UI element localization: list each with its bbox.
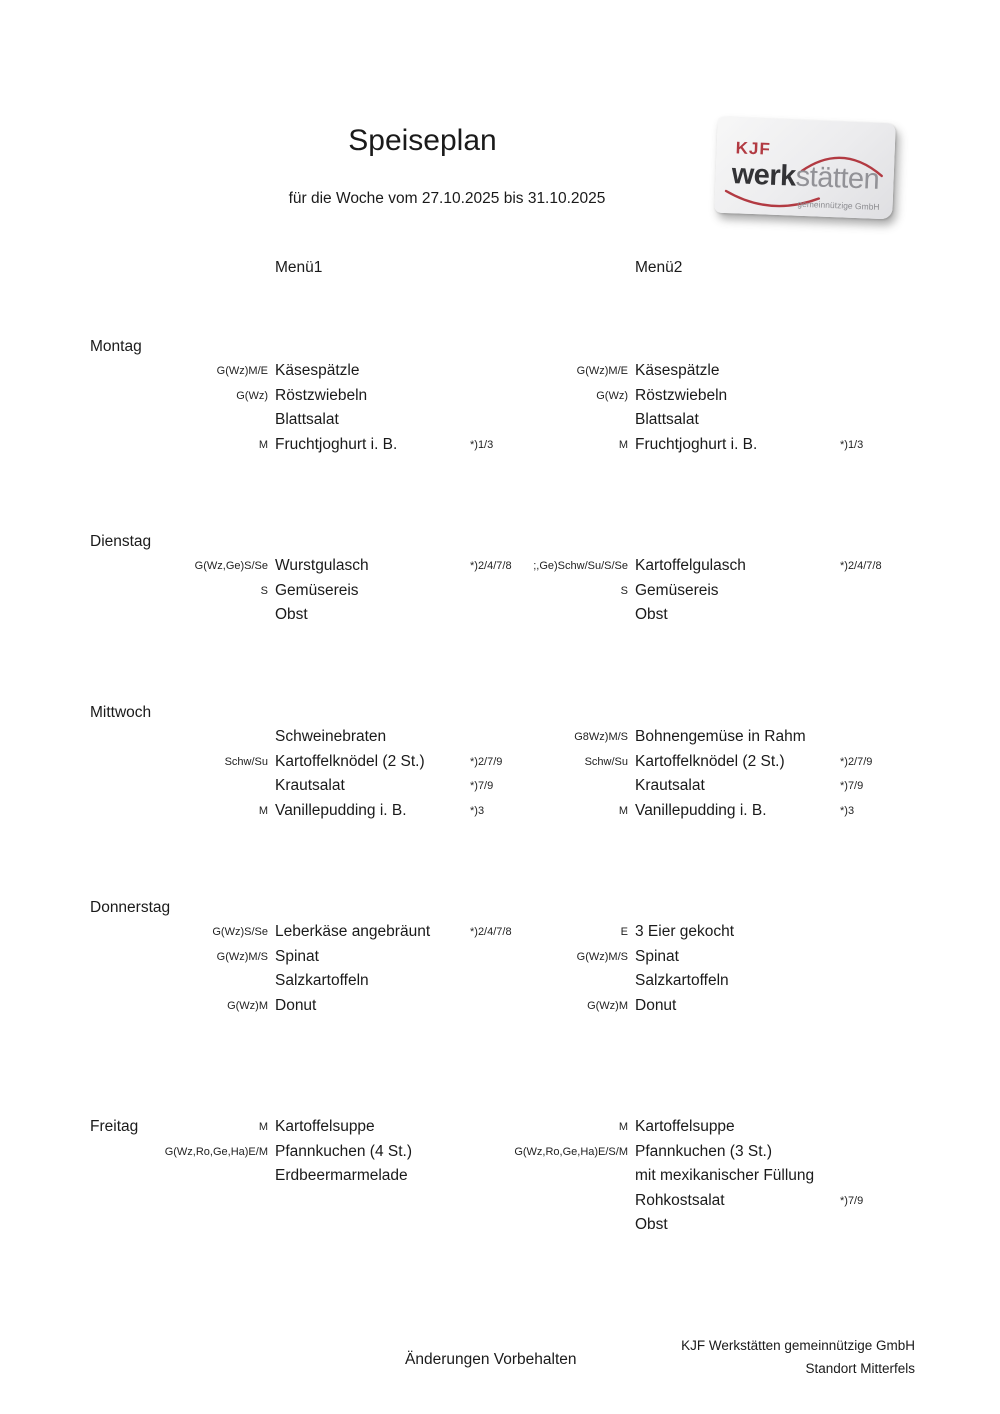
menu2-header: Menü2 bbox=[635, 259, 683, 276]
allergen-code: M bbox=[618, 438, 628, 451]
allergen-code: S bbox=[260, 584, 268, 597]
allergen-code: S bbox=[620, 584, 628, 597]
allergen-code: G(Wz) bbox=[596, 389, 628, 402]
dish-name: Gemüsereis bbox=[275, 581, 359, 599]
dish-name: Blattsalat bbox=[275, 411, 339, 428]
dish-name: Wurstgulasch bbox=[275, 557, 369, 574]
menu-item-row bbox=[0, 799, 1000, 824]
dish-name: Pfannkuchen (4 St.) bbox=[275, 1142, 412, 1160]
allergen-code: M bbox=[618, 1121, 628, 1133]
allergen-code: Schw/Su bbox=[584, 755, 628, 768]
dish-name: Donut bbox=[635, 996, 677, 1014]
menu-item-row bbox=[0, 920, 1000, 945]
dish-name: Erdbeermarmelade bbox=[275, 1167, 408, 1184]
allergen-code: G(Wz)S/Se bbox=[212, 926, 268, 938]
day-label-mittwoch: Mittwoch bbox=[90, 704, 152, 721]
dish-name: Rohkostsalat bbox=[635, 1191, 725, 1209]
dish-name: Spinat bbox=[275, 947, 319, 965]
menu-item-row bbox=[0, 359, 1000, 384]
mittwoch-menu2 bbox=[0, 725, 1000, 823]
dish-name: Kartoffelgulasch bbox=[635, 557, 746, 574]
allergen-code: M bbox=[258, 438, 268, 451]
logo-kjf-text: KJF bbox=[735, 138, 772, 159]
logo-staetten-text: stätten bbox=[795, 160, 880, 196]
day-label-freitag: Freitag bbox=[90, 1118, 139, 1135]
menu-item-row bbox=[0, 1189, 1000, 1214]
menu-item-row bbox=[0, 408, 1000, 433]
allergen-code: G(Wz)M bbox=[227, 999, 268, 1012]
additive-note: *)2/4/7/8 bbox=[470, 926, 512, 938]
dish-name: Spinat bbox=[635, 947, 679, 965]
menu-item-row bbox=[0, 750, 1000, 775]
dish-name: Kartoffelsuppe bbox=[275, 1118, 375, 1135]
additive-note: *)2/4/7/8 bbox=[470, 560, 512, 572]
menu-item-row bbox=[0, 384, 1000, 409]
montag-menu2 bbox=[0, 359, 1000, 457]
dish-name: Salzkartoffeln bbox=[275, 972, 369, 989]
dish-name: Vanillepudding i. B. bbox=[275, 801, 407, 819]
dish-name: Röstzwiebeln bbox=[275, 386, 368, 404]
dish-name: Fruchtjoghurt i. B. bbox=[275, 435, 398, 453]
menu-item-row bbox=[0, 433, 1000, 458]
dish-name: Obst bbox=[635, 606, 668, 623]
dish-name: 3 Eier gekocht bbox=[635, 923, 735, 940]
additive-note: *)1/3 bbox=[840, 438, 864, 451]
dish-name: Pfannkuchen (3 St.) bbox=[635, 1142, 772, 1160]
allergen-code: G(Wz)M bbox=[587, 999, 628, 1012]
additive-note: *)1/3 bbox=[470, 438, 494, 451]
menu-item-row bbox=[0, 969, 1000, 994]
dish-name: Kartoffelknödel (2 St.) bbox=[275, 752, 425, 770]
additive-note: *)7/9 bbox=[840, 1194, 864, 1207]
kjf-logo bbox=[714, 117, 896, 220]
dienstag-menu2 bbox=[0, 554, 1000, 628]
dish-name: Salzkartoffeln bbox=[635, 972, 729, 989]
additive-note: *)3 bbox=[470, 804, 485, 817]
dish-name: Kartoffelknödel (2 St.) bbox=[635, 752, 785, 770]
allergen-code: E bbox=[620, 926, 628, 938]
allergen-code: G(Wz,Ro,Ge,Ha)E/S/M bbox=[514, 1145, 628, 1158]
logo-werkstaetten-text bbox=[731, 158, 880, 197]
allergen-code: G(Wz)M/E bbox=[216, 365, 268, 377]
allergen-code: G8Wz)M/S bbox=[574, 731, 628, 743]
dish-name: Obst bbox=[275, 606, 308, 623]
menu-item-row bbox=[0, 1164, 1000, 1189]
page-title: Speiseplan bbox=[348, 124, 497, 157]
company-location: Standort Mitterfels bbox=[805, 1361, 915, 1376]
dish-name: Käsespätzle bbox=[635, 362, 720, 379]
dish-name: mit mexikanischer Füllung bbox=[635, 1167, 815, 1184]
allergen-code: M bbox=[618, 804, 628, 817]
allergen-code: G(Wz,Ro,Ge,Ha)E/M bbox=[164, 1145, 268, 1158]
menu-item-row bbox=[0, 725, 1000, 750]
additive-note: *)2/7/9 bbox=[840, 755, 873, 768]
dish-name: Donut bbox=[275, 996, 317, 1014]
dish-name: Bohnengemüse in Rahm bbox=[635, 728, 806, 745]
dish-name: Vanillepudding i. B. bbox=[635, 801, 767, 819]
changes-reserved-note: Änderungen Vorbehalten bbox=[405, 1351, 577, 1368]
menu-item-row bbox=[0, 1213, 1000, 1238]
allergen-code: ;,Ge)Schw/Su/S/Se bbox=[533, 560, 628, 572]
menu-item-row bbox=[0, 579, 1000, 604]
dish-name: Leberkäse angebräunt bbox=[275, 923, 431, 940]
day-label-donnerstag: Donnerstag bbox=[90, 899, 171, 916]
dish-name: Fruchtjoghurt i. B. bbox=[635, 435, 758, 453]
allergen-code: M bbox=[258, 804, 268, 817]
menu1-header: Menü1 bbox=[275, 259, 323, 276]
dish-name: Schweinebraten bbox=[275, 728, 387, 745]
dish-name: Käsespätzle bbox=[275, 362, 360, 379]
allergen-code: G(Wz)M/S bbox=[576, 950, 628, 963]
allergen-code: Schw/Su bbox=[224, 755, 268, 768]
day-label-montag: Montag bbox=[90, 338, 142, 355]
donnerstag-menu2 bbox=[0, 920, 1000, 1018]
allergen-code: G(Wz)M/S bbox=[216, 950, 268, 963]
dish-name: Blattsalat bbox=[635, 411, 699, 428]
additive-note: *)2/7/9 bbox=[470, 755, 503, 768]
allergen-code: G(Wz,Ge)S/Se bbox=[194, 560, 268, 572]
week-range: für die Woche vom 27.10.2025 bis 31.10.2025 bbox=[288, 190, 606, 207]
additive-note: *)7/9 bbox=[470, 780, 494, 792]
dish-name: Obst bbox=[635, 1216, 668, 1233]
dish-name: Krautsalat bbox=[275, 777, 345, 794]
allergen-code: G(Wz)M/E bbox=[576, 365, 628, 377]
menu-item-row bbox=[0, 1115, 1000, 1140]
menu-item-row bbox=[0, 945, 1000, 970]
menu-item-row bbox=[0, 774, 1000, 799]
dish-name: Kartoffelsuppe bbox=[635, 1118, 735, 1135]
freitag-menu2 bbox=[0, 1115, 1000, 1238]
dish-name: Krautsalat bbox=[635, 777, 705, 794]
company-footer bbox=[600, 1334, 915, 1380]
additive-note: *)3 bbox=[840, 804, 855, 817]
logo-werk-text: werk bbox=[731, 158, 797, 193]
allergen-code: M bbox=[258, 1121, 268, 1133]
additive-note: *)7/9 bbox=[840, 780, 864, 792]
menu-item-row bbox=[0, 603, 1000, 628]
menu-item-row bbox=[0, 554, 1000, 579]
allergen-code: G(Wz) bbox=[236, 389, 268, 402]
logo-subline: gemeinnützige GmbH bbox=[797, 198, 880, 212]
dish-name: Gemüsereis bbox=[635, 581, 719, 599]
company-name: KJF Werkstätten gemeinnützige GmbH bbox=[681, 1338, 915, 1353]
day-label-dienstag: Dienstag bbox=[90, 533, 152, 550]
menu-item-row bbox=[0, 994, 1000, 1019]
additive-note: *)2/4/7/8 bbox=[840, 560, 882, 572]
menu-item-row bbox=[0, 1140, 1000, 1165]
dish-name: Röstzwiebeln bbox=[635, 386, 728, 404]
